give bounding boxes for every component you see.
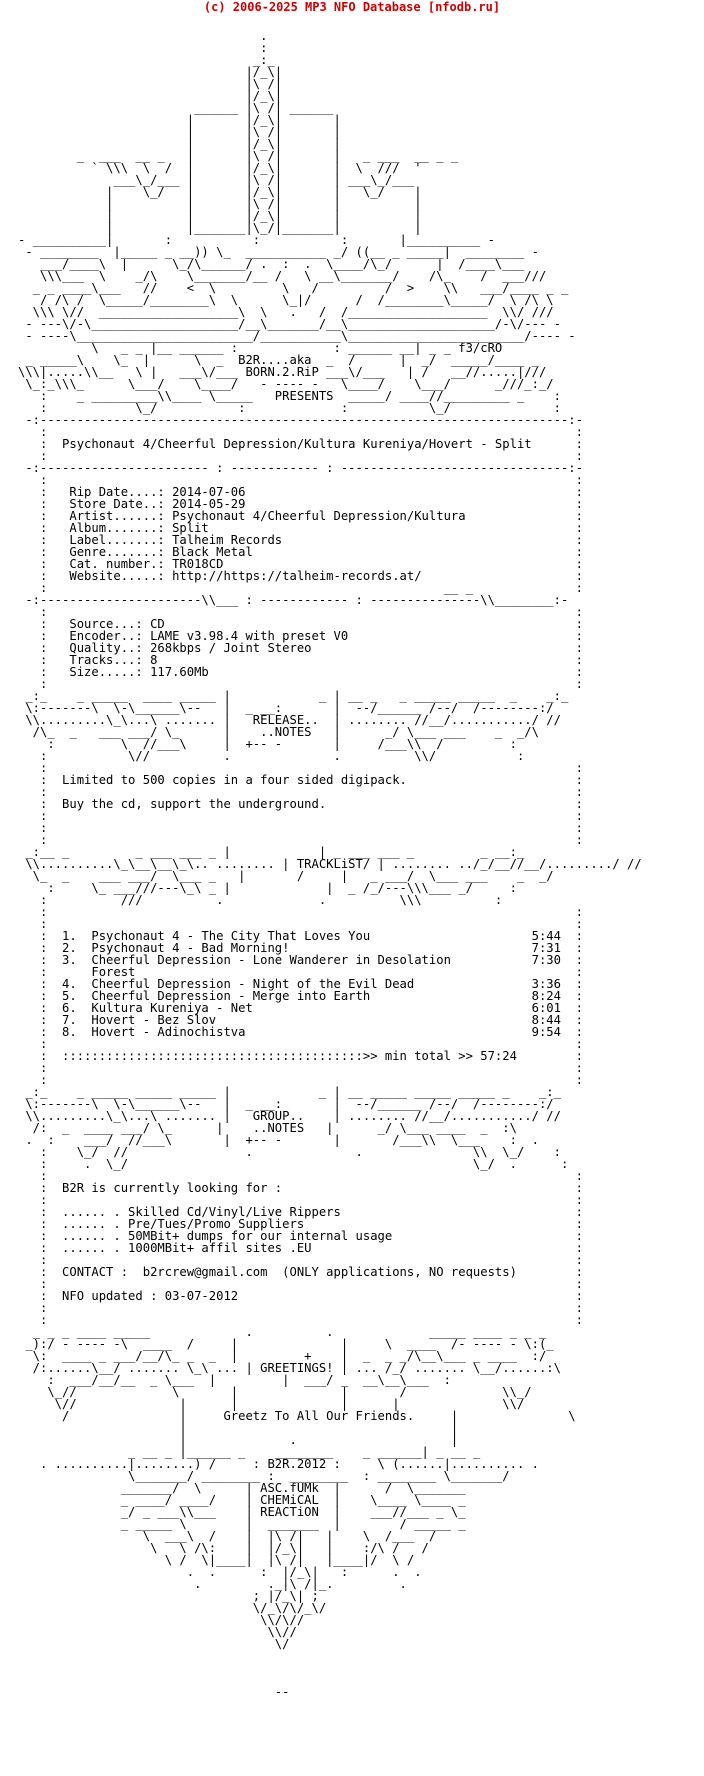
- nfo-line: \\\|.....\\__ \ | ___\/___ BORN.2.RiP ___\/___ | / __//.....|///: [18, 365, 547, 379]
- nfo-line: : Buy the cd, support the underground. :: [18, 797, 583, 811]
- nfo-line: : :: [18, 1277, 583, 1291]
- nfo-line: : Artist......: Psychonaut 4/Cheerful Depression/Kultura :: [18, 509, 583, 523]
- nfo-line: | . |: [18, 1433, 459, 1447]
- nfo-line: : ...... . 50MBit+ dumps for our internal usage :: [18, 1229, 583, 1243]
- nfo-line: : _ _________\\____ \_____ PRESENTS _____/ ____//_________ _ :: [18, 389, 561, 403]
- nfo-line: \_ _ ___ ___/ \___ _ | / | _ ___/ \___ ___ _ _/: [18, 869, 554, 883]
- nfo-line: : Rip Date....: 2014-07-06 :: [18, 485, 583, 499]
- nfo-line: : :: [18, 425, 583, 439]
- nfo-line: : :: [18, 473, 583, 487]
- nfo-line: \\\___ \ _/\ \_______/__ / \ __\_______/ /\_ / ___///: [18, 269, 547, 283]
- site-header[interactable]: (c) 2006-2025 MP3 NFO Database [nfodb.ru]: [203, 0, 501, 14]
- nfo-line: \_______/ ________ : ________ : ________ \_______/: [18, 1469, 510, 1483]
- nfo-line: _ __ _ |______ _ ________ _ ______| _ __ _: [18, 1445, 481, 1459]
- nfo-line: \/_\/\/_\/: [18, 1601, 327, 1615]
- nfo-line: : Tracks...: 8 :: [18, 653, 583, 667]
- nfo-line: : ...... . Skilled Cd/Vinyl/Live Rippers :: [18, 1205, 583, 1219]
- nfo-line: -:----------------------- : ------------ : -------------------------------:-: [18, 461, 583, 475]
- nfo-line: _ _____\ \_ | \ _ B2R....aka _ / | _/ _____/____ _: [18, 353, 539, 367]
- nfo-line: : Encoder..: LAME v3.98.4 with preset V0 :: [18, 629, 583, 643]
- nfo-line: : Album.......: Split :: [18, 521, 583, 535]
- nfo-line: _ ____/ ____/ | CHEMiCAL | \____ \____ _: [18, 1493, 466, 1507]
- nfo-line: \/: [18, 1637, 290, 1651]
- nfo-line: : ...... . Pre/Tues/Promo Suppliers :: [18, 1217, 583, 1231]
- nfo-line: : :: [18, 809, 583, 823]
- nfo-line: _/ _ ___\\___ | REACTiON | ___//___ _ \_: [18, 1505, 466, 1519]
- nfo-line: |/_\|: [18, 89, 283, 103]
- nfo-line: : ___/__/__ _ \___ | | ___/ _ __\__\___ :: [18, 1373, 451, 1387]
- nfo-line: ___\_/___ | |\ /| | ___\_/___: [18, 173, 415, 187]
- nfo-line: : 7. Hovert - Bez Slov 8:44 :: [18, 1013, 583, 1027]
- nfo-line: ___/____\ | \_/\______/ . : . \____/\_/ | /____\___: [18, 257, 525, 271]
- nfo-line: : Genre.......: Black Metal :: [18, 545, 583, 559]
- nfo-line: : NFO updated : 03-07-2012 :: [18, 1289, 583, 1303]
- nfo-line: | |\ /| |: [18, 125, 341, 139]
- nfo-text-block: [18, 30, 642, 1698]
- nfo-line: . ._|\ /|_. .: [18, 1577, 407, 1591]
- nfo-line: : 4. Cheerful Depression - Night of the Evil Dead 3:36 :: [18, 977, 583, 991]
- nfo-line: --: [18, 1685, 290, 1699]
- nfo-line: : Source...: CD :: [18, 617, 583, 631]
- nfo-line: \\//: [18, 1625, 297, 1639]
- nfo-line: : \ //___\ | +-- - | /___\\ / :: [18, 737, 517, 751]
- nfo-line: : :: [18, 785, 583, 799]
- nfo-line: : 2. Psychonaut 4 - Bad Morning! 7:31 :: [18, 941, 583, 955]
- nfo-line: _ _ _ ____ _____ . . _____ ____ _ _ _: [18, 1325, 547, 1339]
- nfo-line: _):/ - ---- -\ ____ / | | \ ____ /- ---- - \:(_: [18, 1337, 554, 1351]
- nfo-line: .: [18, 29, 268, 43]
- nfo-line: : Forest :: [18, 965, 583, 979]
- nfo-line: : \_/ : : \_/ :: [18, 401, 561, 415]
- nfo-line: _:_ _ _____ ____ _____ | _ | __ _ _ _____ _____ _ _:_: [18, 689, 569, 703]
- nfo-line: : B2R is currently looking for : :: [18, 1181, 583, 1195]
- nfo-line: | |/_\| |: [18, 137, 341, 151]
- nfo-line: : :: [18, 1169, 583, 1183]
- nfo-line: . . : |/_\| : . .: [18, 1565, 422, 1579]
- nfo-line: : Size.....: 117.60Mb :: [18, 665, 583, 679]
- nfo-line: \ _ _ |__ ______ : : ______ __| _ _ f3/cRO: [18, 341, 503, 355]
- nfo-line: : :: [18, 905, 583, 919]
- nfo-line: \\.........\_\...\ ....... | GROUP.. | ........ //__/.........../ //: [18, 1109, 561, 1123]
- nfo-line: : \// . . \\/ :: [18, 749, 525, 763]
- nfo-line: : Quality..: 268kbps / Joint Stereo :: [18, 641, 583, 655]
- nfo-line: : :: [18, 761, 583, 775]
- nfo-line: : Label.......: Talheim Records :: [18, 533, 583, 547]
- nfo-line: ______ |\ /| ______: [18, 101, 334, 115]
- nfo-line: : :: [18, 1037, 583, 1051]
- nfo-line: \\\ \// ___________________\ \ . / /___________________ \\/ ///: [18, 305, 554, 319]
- nfo-line: \_// \ | | / \\_/: [18, 1385, 532, 1399]
- nfo-line: : /// . . \\\ :: [18, 893, 503, 907]
- nfo-line: \\.........\_\...\ ....... | RELEASE.. | ........ //__/.........../ //: [18, 713, 561, 727]
- nfo-line: | |: [18, 1421, 459, 1435]
- nfo-line: \ ___\ / | |\ /| | \ /___ /: [18, 1529, 437, 1543]
- nfo-line: : :::::::::::::::::::::::::::::::::::::::::>> min total >> 57:24 :: [18, 1049, 583, 1063]
- nfo-line: - ________ |_____ _ __)) \_ ___________ _/ ((__ _ _____| ________ -: [18, 245, 539, 259]
- nfo-line: \\..........\_\__\__\_\.. ........ | TRACKLiST/ | ........ ../_/__//__/........./ //: [18, 857, 642, 871]
- nfo-line: : __ _ :: [18, 581, 583, 595]
- nfo-line: : Cat. number.: TR018CD :: [18, 557, 583, 571]
- nfo-line: : :: [18, 605, 583, 619]
- nfo-line: - ---\/-\____________________/__\_______/__\____________________/-\/--- -: [18, 317, 561, 331]
- nfo-line: . : ___/ //___\ | +-- - | /___\\ \___ : .: [18, 1133, 539, 1147]
- nfo-line: : :: [18, 917, 583, 931]
- nfo-line: : ...... . 1000MBit+ affil sites .EU :: [18, 1241, 583, 1255]
- nfo-line: : :: [18, 677, 583, 691]
- nfo-line: - ----\________________________/___________\________________________/---- -: [18, 329, 576, 343]
- nfo-line: /: _ ____ ___/ \_ | ..NOTES | _/ \___ ____ _ :\: [18, 1121, 517, 1135]
- nfo-line: : :: [18, 1073, 583, 1087]
- nfo-line: : :: [18, 821, 583, 835]
- nfo-line: _:_ _ _____ _____ _____ | _ | __ _____ _____ _____ _ _:_: [18, 1085, 561, 1099]
- nfo-line: : 5. Cheerful Depression - Merge into Earth 8:24 :: [18, 989, 583, 1003]
- nfo-line: | |_______|\_/|_______| |: [18, 221, 422, 235]
- nfo-line: : 3. Cheerful Depression - Lone Wanderer in Desolation 7:30 :: [18, 953, 583, 967]
- nfo-line: \ \ /\: | |/_\| | :/\ / /: [18, 1541, 429, 1555]
- nfo-line: : Limited to 500 copies in a four sided digipack. :: [18, 773, 583, 787]
- nfo-line: | |/_\| |: [18, 113, 341, 127]
- nfo-line: /:......\__/ ....... \_\ ... | GREETINGS! | ... /_/ ....... \__/......:\: [18, 1361, 561, 1375]
- nfo-line: |\ /|: [18, 77, 283, 91]
- nfo-line: : \_/ // . . \\ \_/ :: [18, 1145, 561, 1159]
- nfo-line: : Psychonaut 4/Cheerful Depression/Kultura Kureniya/Hovert - Split :: [18, 437, 583, 451]
- nfo-line: _:__ _ _ ___ ___ _ | | _ ___ ___ _ _ __:_: [18, 845, 525, 859]
- nfo-line: | | |/_\| | |: [18, 209, 422, 223]
- nfo-line: : :: [18, 833, 583, 847]
- nfo-line: \_:_\\\_ \___/ \____/ - ---- - \____/ \___/ _///_:_/: [18, 377, 554, 391]
- nfo-line: _ _____ \ | _______ | / _____ _: [18, 1517, 466, 1531]
- nfo-line: \\/\//: [18, 1613, 305, 1627]
- nfo-line: ` \\\ \ / | |/_\| | \ /// ': [18, 161, 422, 175]
- nfo-line: / | Greetz To All Our Friends. | \: [18, 1409, 576, 1423]
- nfo-line: \// | | | | \\/: [18, 1397, 525, 1411]
- nfo-line: . ..........|........) / : B2R.2012 : \ (......|.......... .: [18, 1457, 539, 1471]
- nfo-line: : Website.....: http://https://talheim-records.at/ :: [18, 569, 583, 583]
- nfo-line: : Store Date..: 2014-05-29 :: [18, 497, 583, 511]
- nfo-line: : 8. Hovert - Adinochistva 9:54 :: [18, 1025, 583, 1039]
- nfo-line: : :: [18, 1301, 583, 1315]
- nfo-line: _ ___ __ _ | |\ /| | _ ___ __ _ _: [18, 149, 459, 163]
- nfo-line: : :: [18, 1193, 583, 1207]
- nfo-line: : . \_/ \_/ . :: [18, 1157, 569, 1171]
- nfo-line: ; |/_\| ;: [18, 1589, 319, 1603]
- nfo-line: /\_ _ ___ ___/ \_ | ..NOTES | _/ \___ ___ _ _/\: [18, 725, 539, 739]
- nfo-line: \:-------\ \-\______\-- | _ __: | --/______ /--/ /--------:/: [18, 701, 554, 715]
- nfo-line: - __________| : : : |__________ -: [18, 233, 495, 247]
- nfo-line: : CONTACT : b2rcrew@gmail.com (ONLY applications, NO requests) :: [18, 1265, 583, 1279]
- nfo-line: _______/ \ | ASC.fUMk | / \_______: [18, 1481, 466, 1495]
- nfo-line: _:_: [18, 53, 275, 67]
- nfo-line: : \_ ___///---\_\ _ | | _ /_/---\\\___ _/ :: [18, 881, 517, 895]
- nfo-line: |/_\|: [18, 65, 283, 79]
- nfo-line: | \_/ | |/_\| | \_/ |: [18, 185, 422, 199]
- nfo-line: : :: [18, 1061, 583, 1075]
- nfo-line: \: ____ _ ___/__/\_ _ _ | + | _ _ _/\__\___ _ ____ :/: [18, 1349, 547, 1363]
- nfo-line: \:-------\ \-\______\-- | _ __: | --/______ /--/ /--------:/: [18, 1097, 554, 1111]
- nfo-line: / /\ / \_____/________\ \ \_|/ / /________\_____/ \ /\ \: [18, 293, 554, 307]
- nfo-line: _ _ ____\___ // < \ \ / / > \\ ___/____ _ _: [18, 281, 569, 295]
- nfo-line: -:----------------------\\___ : ------------ : ---------------\\________:-: [18, 593, 569, 607]
- nfo-line: -:------------------------------------------------------------------------:-: [18, 413, 583, 427]
- nfo-line: : 6. Kultura Kureniya - Net 6:01 :: [18, 1001, 583, 1015]
- nfo-line: : 1. Psychonaut 4 - The City That Loves You 5:44 :: [18, 929, 583, 943]
- nfo-line: \ / \|____| |\ /| |____|/ \ /: [18, 1553, 415, 1567]
- nfo-line: : :: [18, 1253, 583, 1267]
- nfo-line: | | |\ /| | |: [18, 197, 422, 211]
- nfo-line: :: [18, 41, 268, 55]
- nfo-line: : :: [18, 449, 583, 463]
- nfo-line: : :: [18, 1313, 583, 1327]
